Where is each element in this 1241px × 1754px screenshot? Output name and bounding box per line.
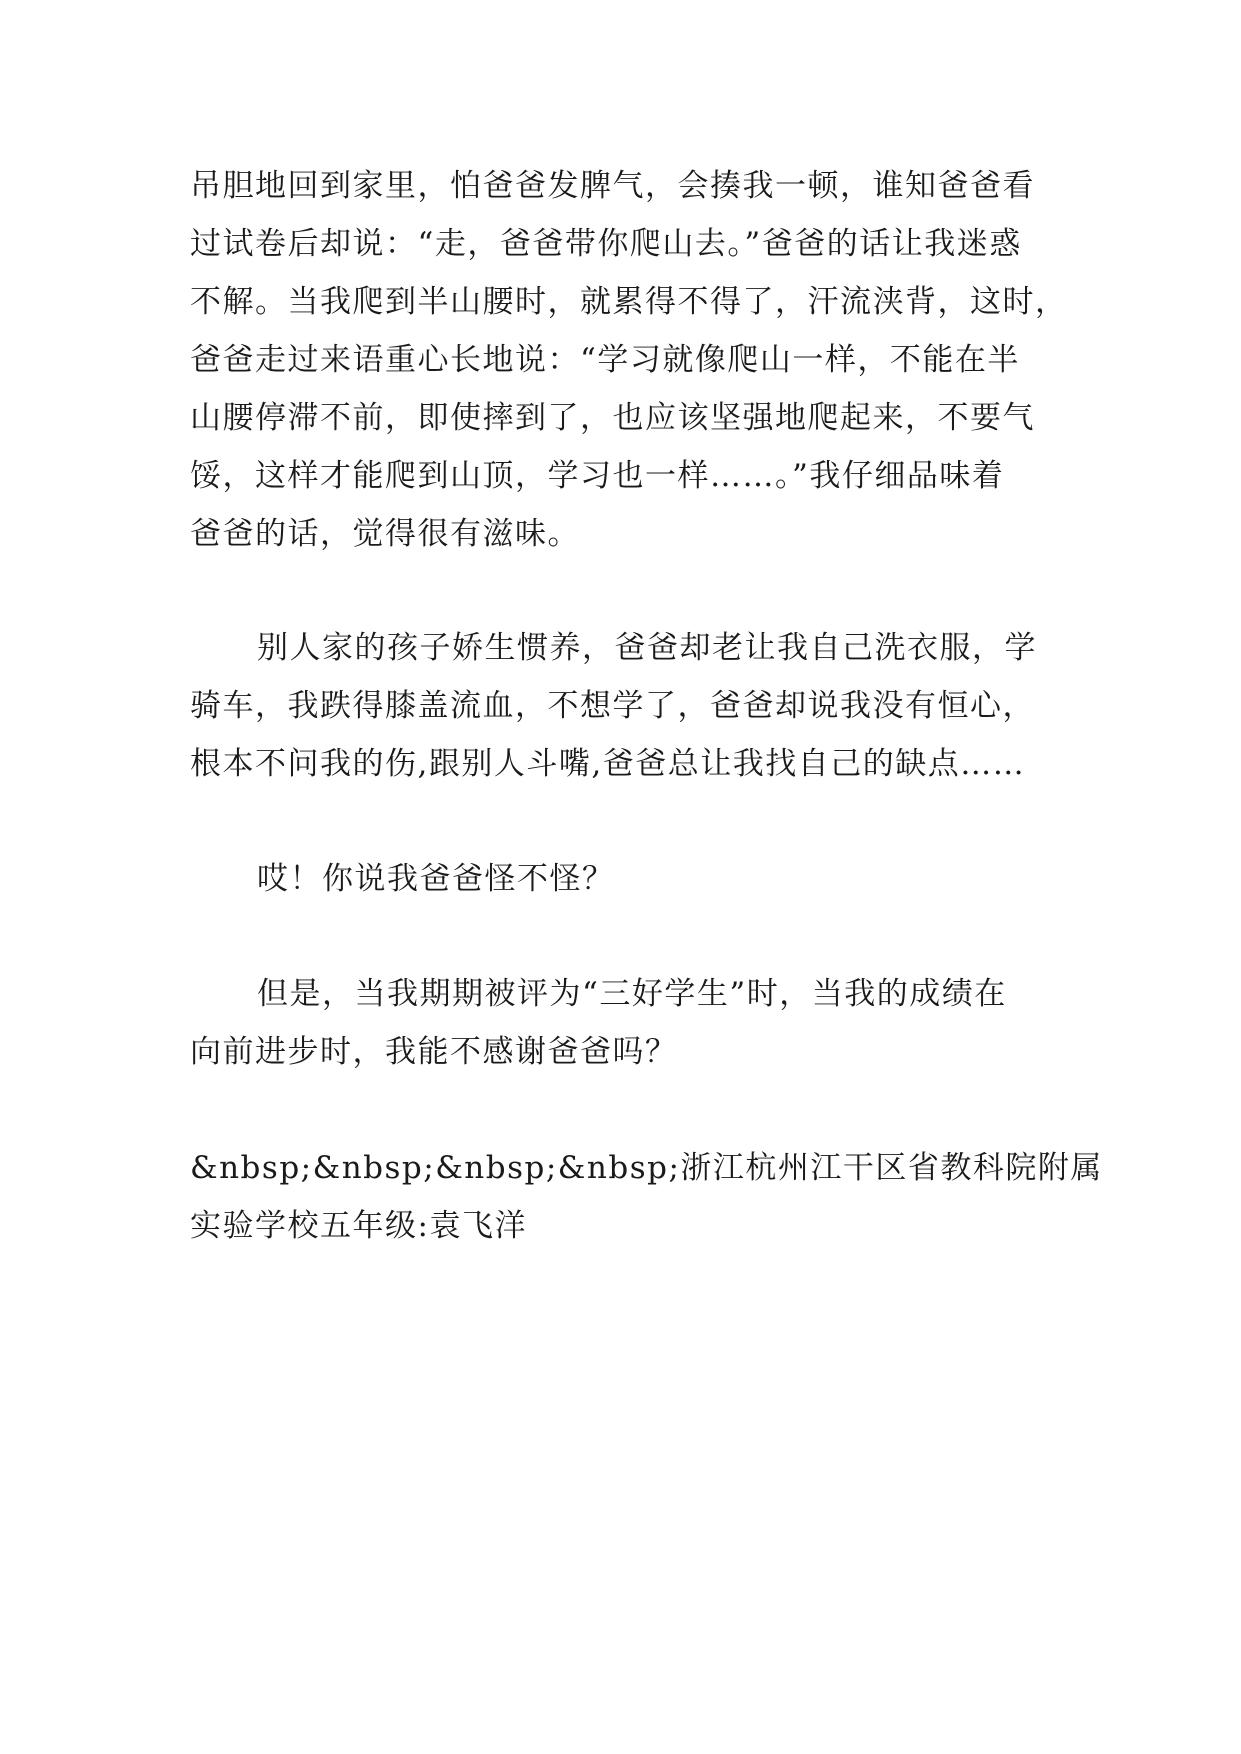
text-line: 馁，这样才能爬到山顶，学习也一样……。”我仔细品味着 — [190, 458, 1005, 494]
text-line: 不解。当我爬到半山腰时，就累得不得了，汗流浃背，这时， — [190, 284, 1068, 320]
text-line: 但是，当我期期被评为“三好学生”时，当我的成绩在 — [257, 976, 1007, 1012]
text-line: 实验学校五年级:袁飞洋 — [190, 1208, 527, 1244]
text-line: 爸爸走过来语重心长地说：“学习就像爬山一样，不能在半 — [190, 342, 1020, 378]
text-line: 根本不问我的伤,跟别人斗嘴,爸爸总让我找自己的缺点…… — [190, 746, 1026, 782]
text-line: 山腰停滞不前，即使摔到了，也应该坚强地爬起来，不要气 — [190, 400, 1035, 436]
text-line: 过试卷后却说：“走，爸爸带你爬山去。”爸爸的话让我迷惑 — [190, 226, 1022, 262]
text-line: 哎！你说我爸爸怪不怪？ — [257, 861, 615, 897]
text-line: 别人家的孩子娇生惯养，爸爸却老让我自己洗衣服，学 — [257, 630, 1037, 666]
text-line: &nbsp;&nbsp;&nbsp;&nbsp;浙江杭州江干区省教科院附属 — [190, 1150, 1103, 1186]
text-line: 向前进步时，我能不感谢爸爸吗？ — [190, 1034, 678, 1070]
text-line: 吊胆地回到家里，怕爸爸发脾气，会揍我一顿，谁知爸爸看 — [190, 168, 1035, 204]
text-line: 爸爸的话，觉得很有滋味。 — [190, 516, 580, 552]
text-line: 骑车，我跌得膝盖流血，不想学了，爸爸却说我没有恒心， — [190, 688, 1035, 724]
